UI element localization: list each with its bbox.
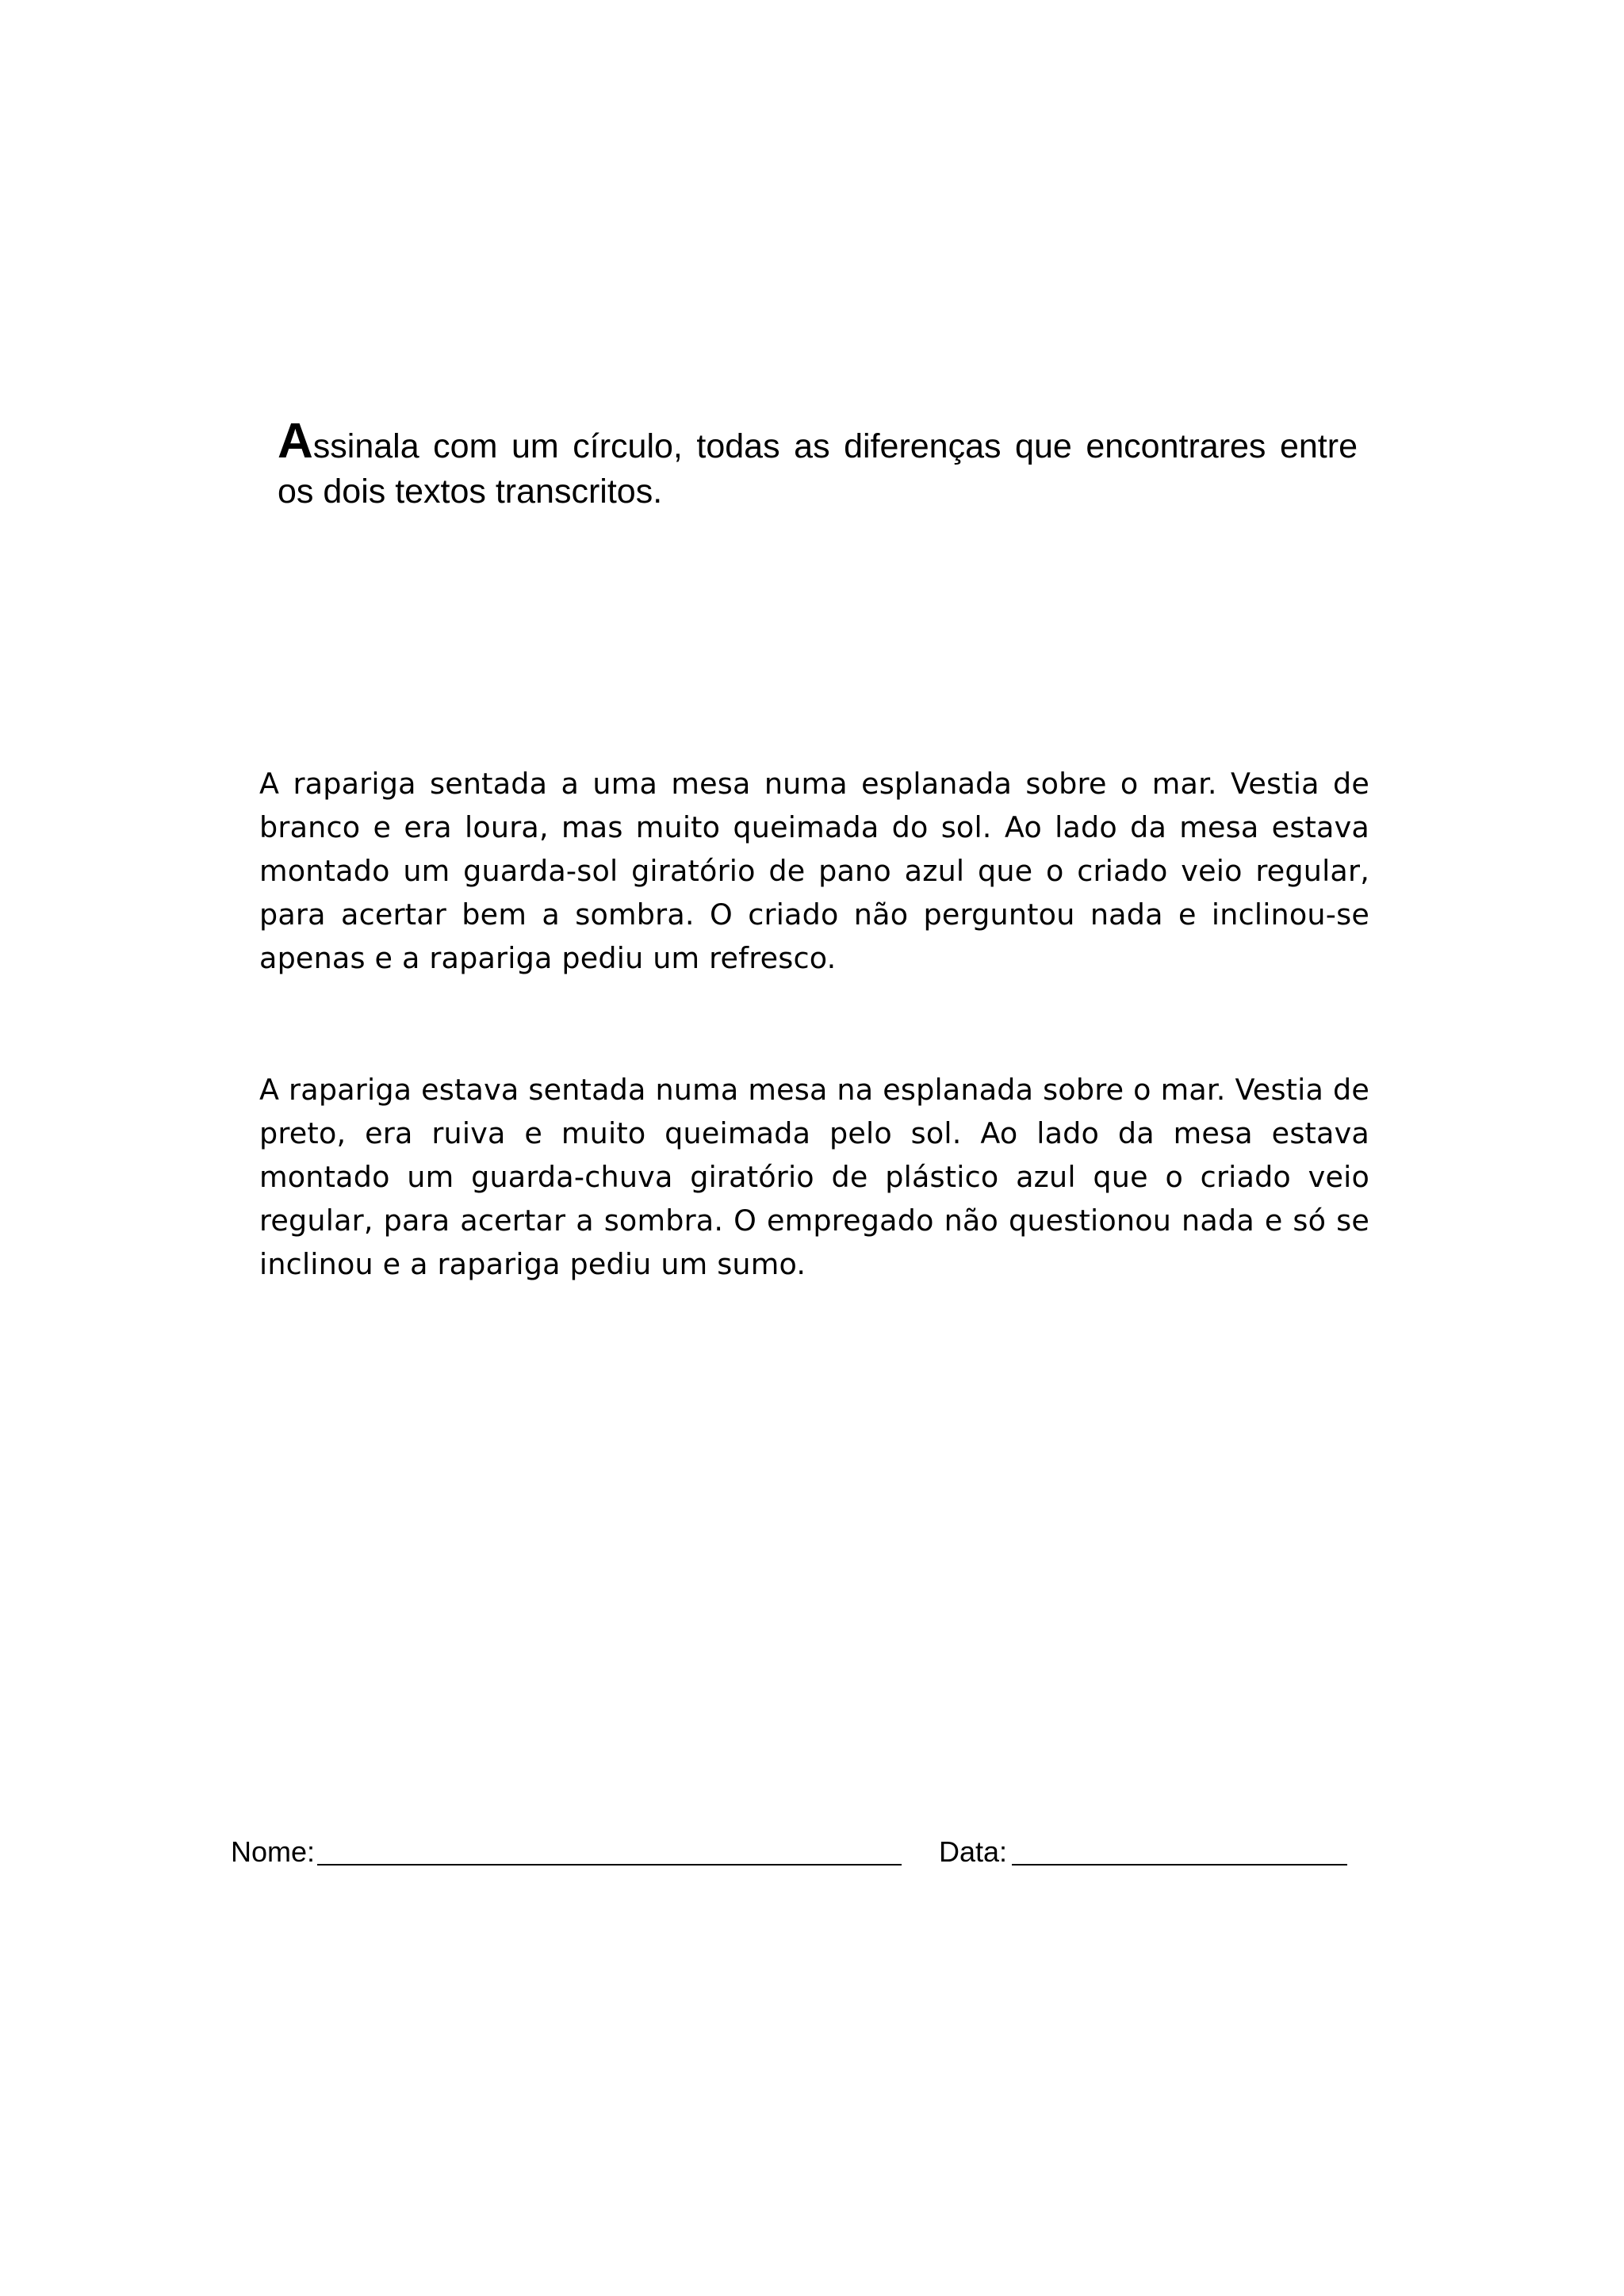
date-blank-line[interactable] <box>1012 1864 1347 1866</box>
instruction-body: ssinala com um círculo, todas as diferenças que encontrares entre os dois textos transcritos. <box>278 427 1358 511</box>
name-field[interactable] <box>231 1832 902 1872</box>
name-label: Nome: <box>231 1835 316 1868</box>
passage-modified: A rapariga estava sentada numa mesa na esplanada sobre o mar. Vestia de preto, era ruiva e muito queimada pelo sol. Ao lado da mesa estava montado um guarda-chuva giratório de plástico azul que o criado veio regular, para acertar a sombra. O empregado não questionou nada e só se inclinou e a rapariga pediu um sumo. <box>259 1073 1369 1281</box>
instruction-initial: A <box>278 414 313 469</box>
date-field[interactable] <box>939 1832 1347 1872</box>
passage-original: A rapariga sentada a uma mesa numa esplanada sobre o mar. Vestia de branco e era loura, mas muito queimada do sol. Ao lado da mesa estava montado um guarda-sol giratório de pano azul que o criado veio regular, para acertar bem a sombra. O criado não perguntou nada e inclinou-se apenas e a rapariga pediu um refresco. <box>259 767 1369 975</box>
instruction-text <box>278 414 1358 515</box>
date-label: Data: <box>939 1835 1008 1868</box>
name-blank-line[interactable] <box>317 1864 902 1866</box>
